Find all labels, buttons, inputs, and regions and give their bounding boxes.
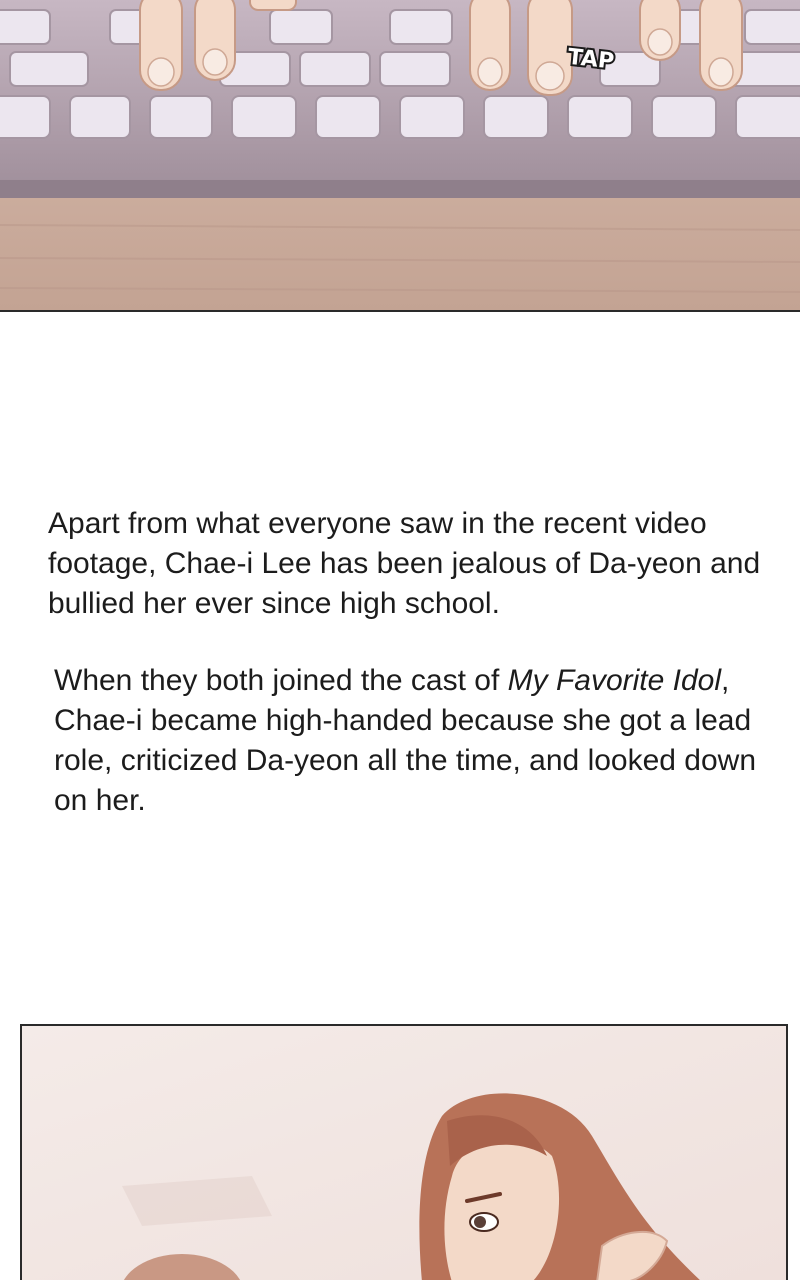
- keyboard-panel: [0, 0, 800, 312]
- woman-face: [444, 1139, 559, 1280]
- narration-paragraph-2: [54, 661, 774, 821]
- character-panel: [20, 1024, 788, 1280]
- narration-text-start: When they both joined the cast of: [54, 664, 508, 697]
- narration-paragraph-1: Apart from what everyone saw in the recent video footage, Chae-i Lee has been jealous of Da-yeon and bullied her ever since high school.: [48, 507, 761, 620]
- narration-text-end: , Chae-i became high-handed because she got a lead role, criticized Da-yeon all the time, and looked down on her.: [54, 664, 757, 817]
- show-title: My Favorite Idol: [507, 664, 722, 697]
- keyboard-illustration: [0, 0, 800, 310]
- tap-sound-effect: TAP: [566, 44, 616, 75]
- character-illustration: [22, 1026, 788, 1280]
